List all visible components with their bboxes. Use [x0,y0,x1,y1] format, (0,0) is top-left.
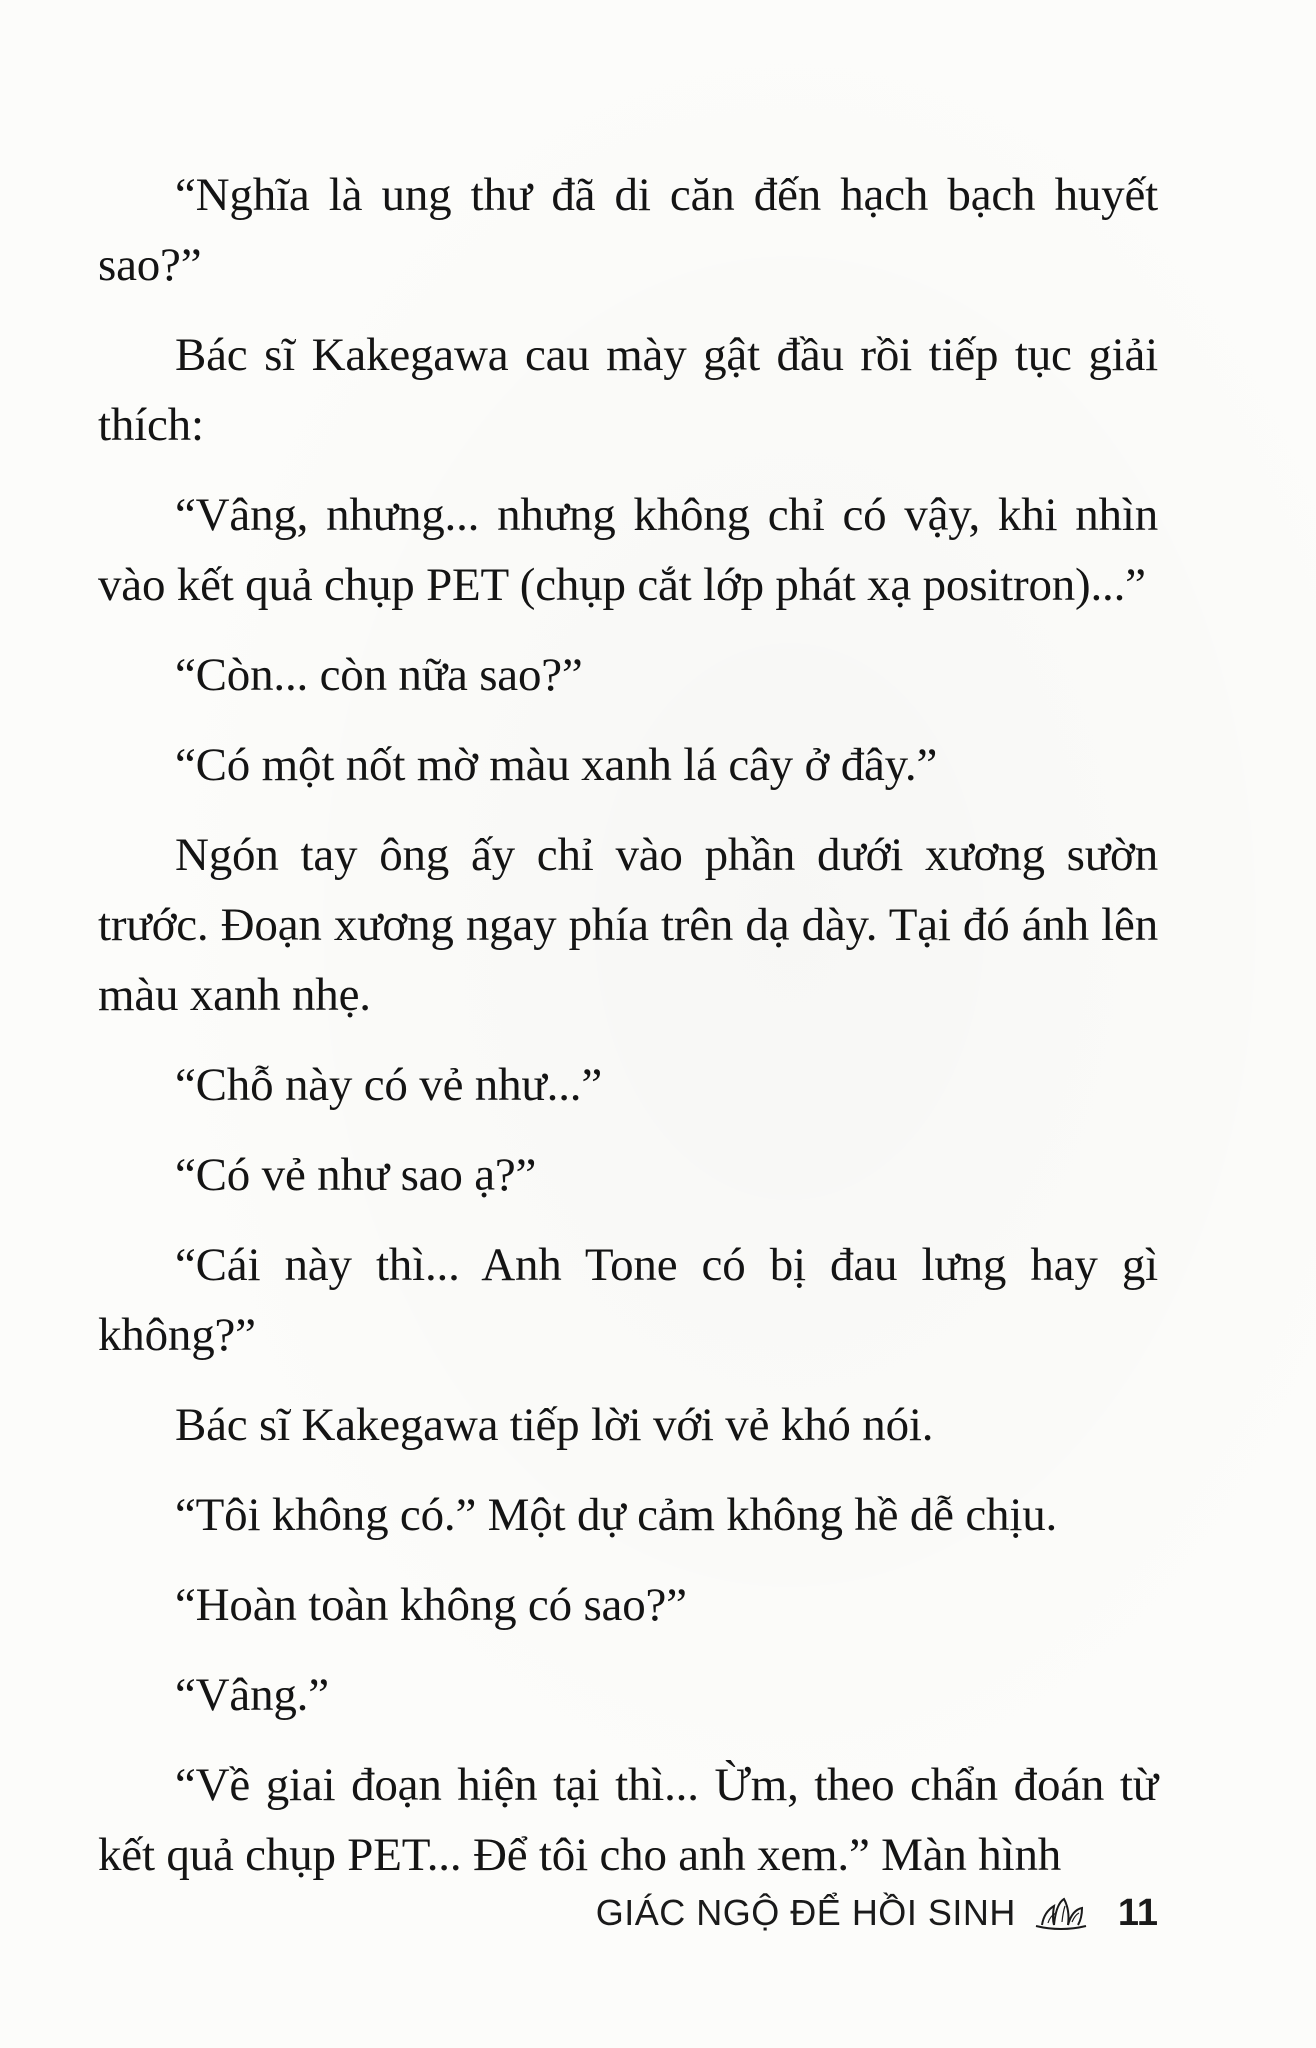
page-number: 11 [1117,1891,1158,1934]
paragraph: “Chỗ này có vẻ như...” [175,1059,602,1111]
paragraph: “Vâng.” [175,1669,329,1721]
paragraph: “Cái này thì... Anh Tone có bị đau lưng hay gì không?” [98,1239,1158,1361]
lotus-icon [1032,1896,1090,1930]
running-title: GIÁC NGỘ ĐỂ HỒI SINH [595,1892,1016,1933]
page-footer [596,1888,1158,1938]
paragraph: Bác sĩ Kakegawa cau mày gật đầu rồi tiếp tục giải thích: [98,329,1158,451]
paragraph: Ngón tay ông ấy chỉ vào phần dưới xương sườn trước. Đoạn xương ngay phía trên dạ dày. Tại đó ánh lên màu xanh nhẹ. [98,829,1158,1021]
paragraph: “Hoàn toàn không có sao?” [175,1579,687,1631]
paragraph: “Tôi không có.” Một dự cảm không hề dễ chịu. [175,1489,1058,1541]
paragraph: “Có vẻ như sao ạ?” [175,1149,537,1201]
paragraph: “Vâng, nhưng... nhưng không chỉ có vậy, khi nhìn vào kết quả chụp PET (chụp cắt lớp phát xạ positron)...” [98,489,1158,611]
paragraph: “Về giai đoạn hiện tại thì... Ừm, theo chẩn đoán từ kết quả chụp PET... Để tôi cho anh xem.” Màn hình [98,1759,1158,1881]
paragraph: “Có một nốt mờ màu xanh lá cây ở đây.” [175,739,938,791]
paragraph: “Nghĩa là ung thư đã di căn đến hạch bạch huyết sao?” [98,169,1158,291]
paragraph: Bác sĩ Kakegawa tiếp lời với vẻ khó nói. [175,1399,934,1451]
body-text [98,160,1158,1890]
paragraph: “Còn... còn nữa sao?” [175,649,583,701]
